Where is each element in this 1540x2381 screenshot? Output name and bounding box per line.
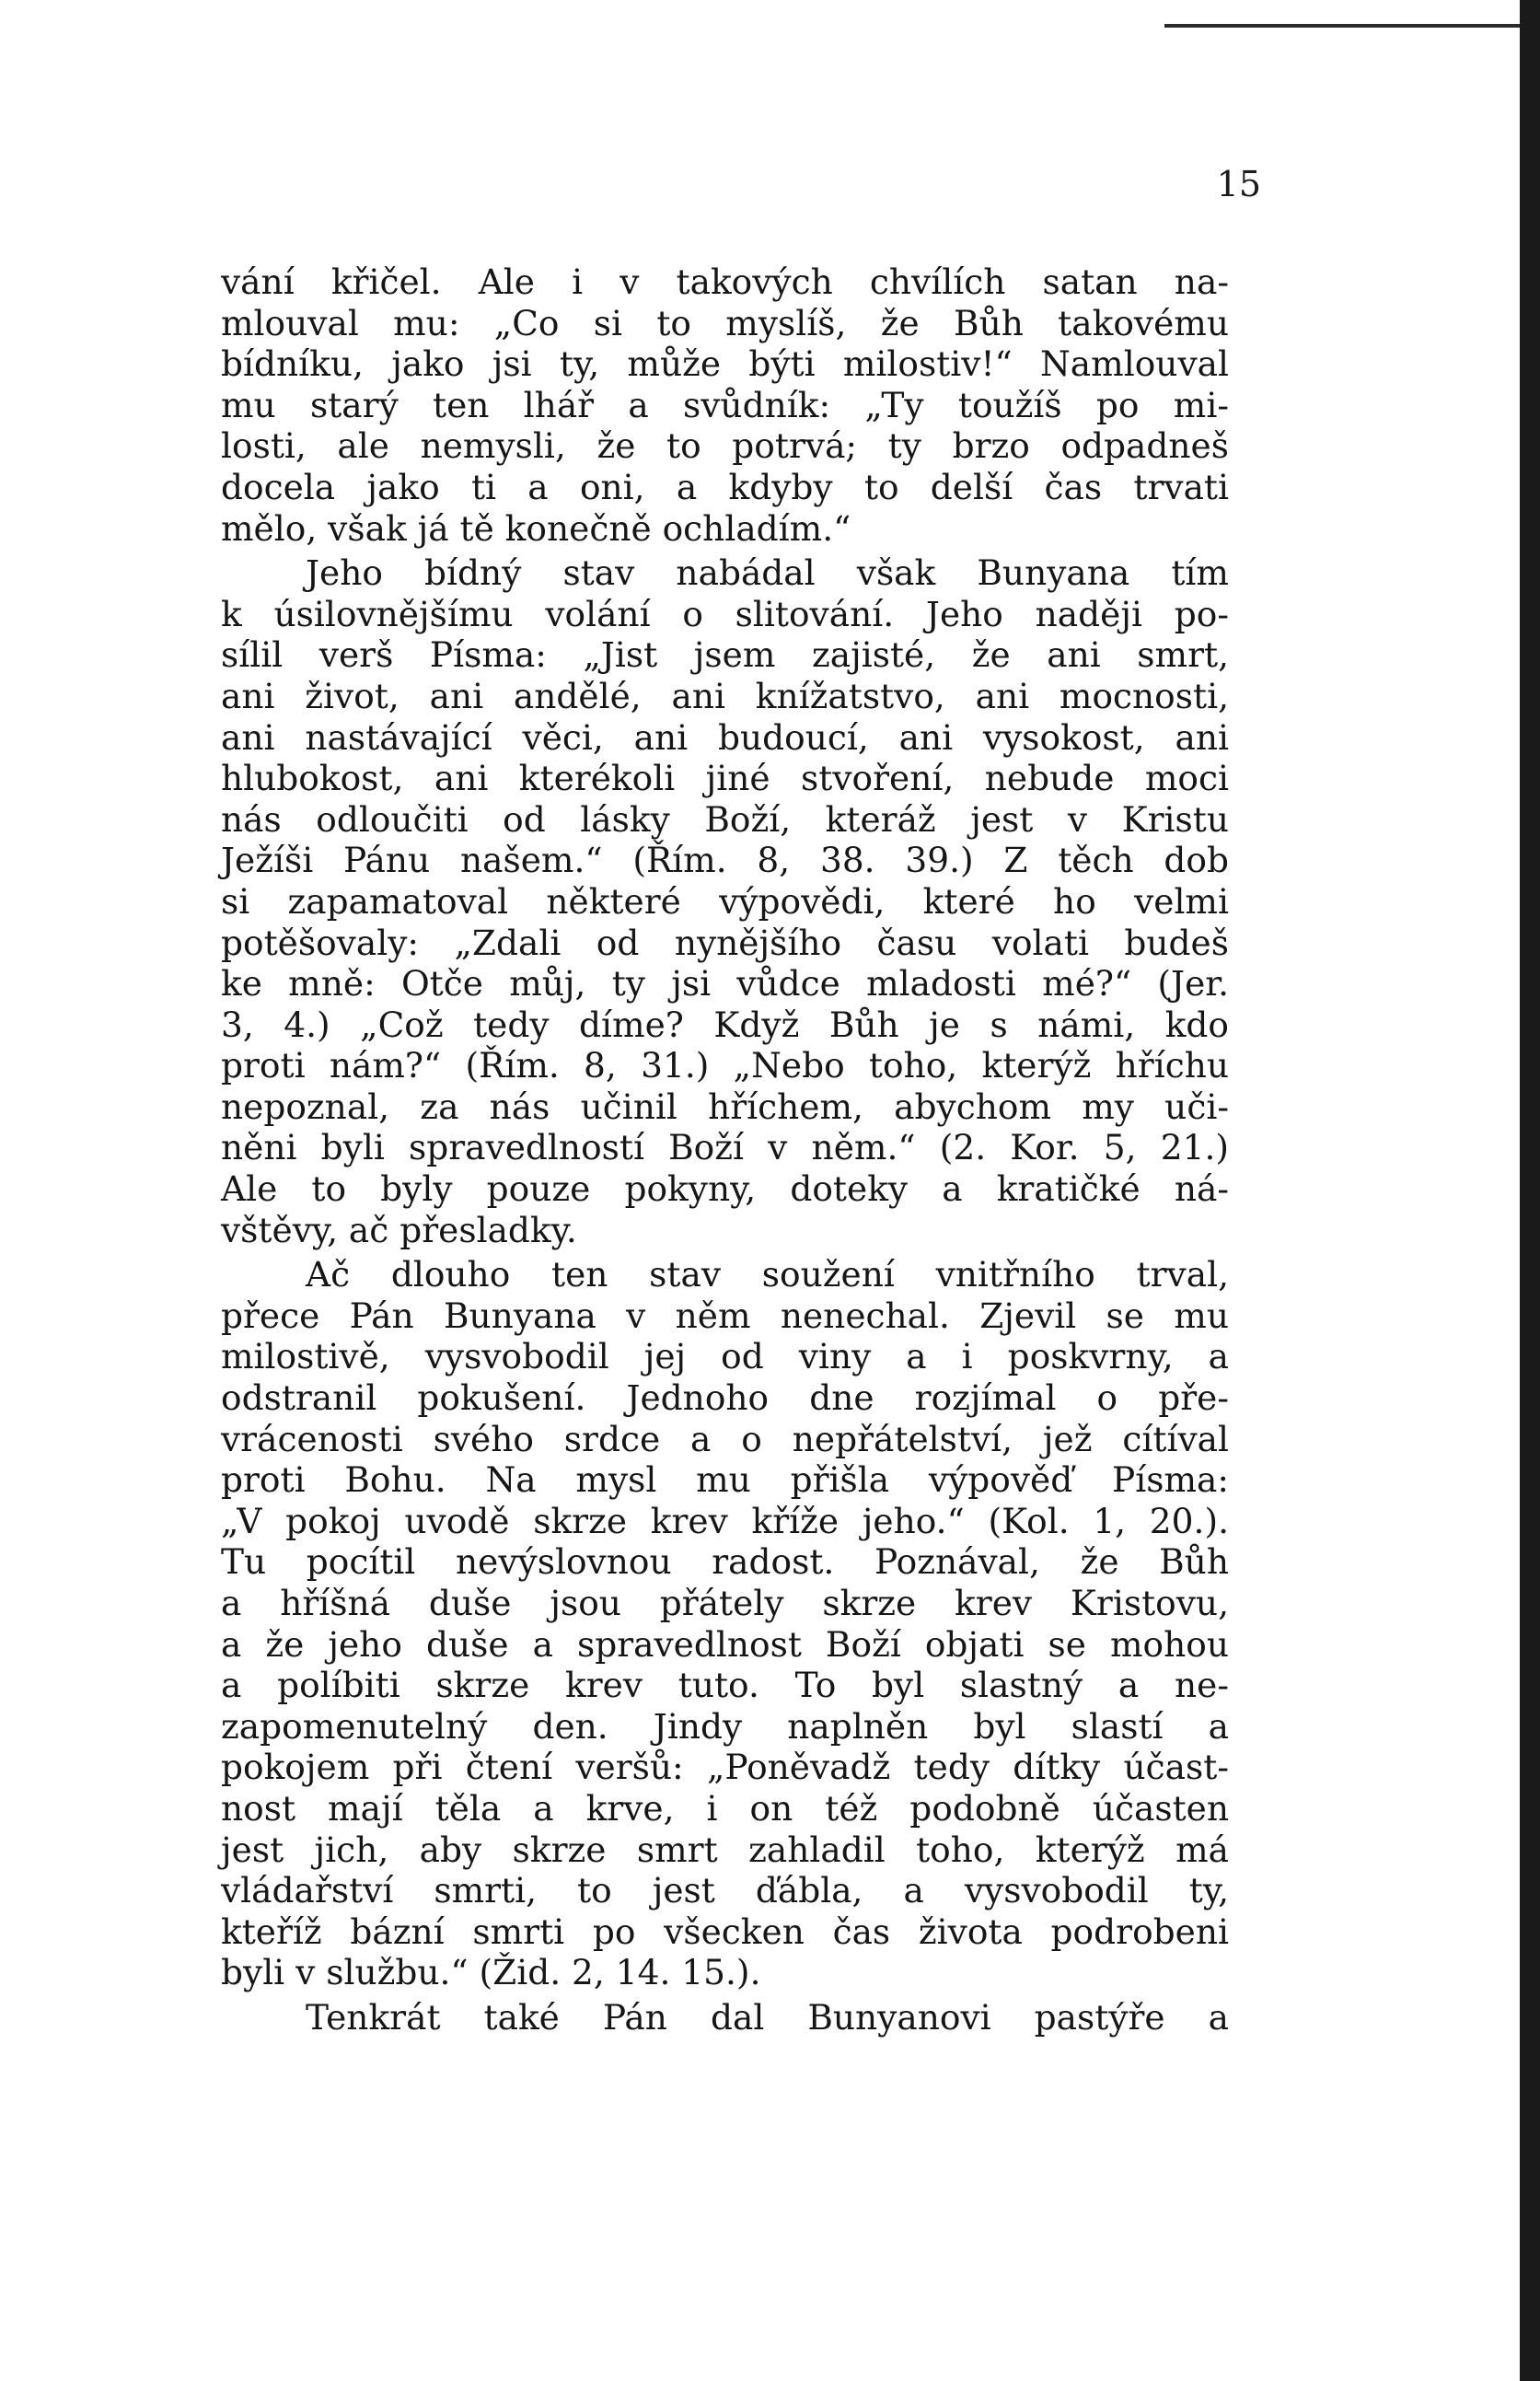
text-line: mělo, však já tě konečně ochladím.“ [221, 507, 851, 549]
text-line: „V pokoj uvodě skrze krev kříže jeho.“ (Kol. 1, 20.). [221, 1500, 1229, 1541]
page-number: 15 [1216, 164, 1261, 204]
text-line: něni byli spravedlností Boží v něm.“ (2. Kor. 5, 21.) [221, 1127, 1229, 1168]
text-line: Tu pocítil nevýslovnou radost. Poznával, že Bůh [221, 1541, 1229, 1583]
text-line: mu starý ten lhář a svůdník: „Ty toužíš po mi- [221, 384, 1229, 425]
text-line: Tenkrát také Pán dal Bunyanovi pastýře a [306, 1996, 1229, 2038]
text-line: pokojem při čtení veršů: „Poněvadž tedy dítky účast- [221, 1747, 1229, 1788]
text-line: docela jako ti a oni, a kdyby to delší čas trvati [221, 466, 1229, 507]
text-line: ani nastávající věci, ani budoucí, ani vysokost, ani [221, 716, 1229, 758]
text-line: ke mně: Otče můj, ty jsi vůdce mladosti mé?“ (Jer. [221, 963, 1229, 1005]
text-line: si zapamatoval některé výpovědi, které ho velmi [221, 880, 1229, 922]
text-line: odstranil pokušení. Jednoho dne rozjímal o pře- [221, 1377, 1229, 1419]
text-line: vštěvy, ač přesladky. [221, 1209, 577, 1250]
text-line: k úsilovnějšímu volání o slitování. Jeho naději po- [221, 593, 1229, 634]
text-line: nepoznal, za nás učinil hříchem, abychom my uči- [221, 1086, 1229, 1127]
paragraph [221, 261, 1229, 549]
text-line: hlubokost, ani kterékoli jiné stvoření, nebude moci [221, 758, 1229, 799]
paragraph [221, 1997, 1229, 2038]
text-line: zapomenutelný den. Jindy naplněn byl slastí a [221, 1705, 1229, 1747]
text-line: a políbiti skrze krev tuto. To byl slastný a ne- [221, 1665, 1229, 1706]
text-line: nost mají těla a krve, i on též podobně účasten [221, 1787, 1229, 1829]
text-line: a že jeho duše a spravedlnost Boží objati se mohou [221, 1623, 1229, 1665]
text-line: kteříž bázní smrti po všecken čas života podrobeni [221, 1911, 1229, 1952]
body-text [221, 261, 1229, 2038]
text-line: sílil verš Písma: „Jist jsem zajisté, že ani smrt, [221, 634, 1229, 676]
text-line: byli v službu.“ (Žid. 2, 14. 15.). [221, 1952, 761, 1993]
text-line: nás odloučiti od lásky Boží, kteráž jest v Kristu [221, 798, 1229, 840]
text-line: Ježíši Pánu našem.“ (Řím. 8, 38. 39.) Z těch dob [221, 840, 1229, 881]
text-line: ani život, ani andělé, ani knížatstvo, ani mocnosti, [221, 675, 1229, 716]
paragraph [221, 552, 1229, 1250]
text-line: mlouval mu: „Co si to myslíš, že Bůh takovému [221, 302, 1229, 343]
text-line: milostivě, vysvobodil jej od viny a i poskvrny, a [221, 1336, 1229, 1377]
text-line: Ale to byly pouze pokyny, doteky a kratičké ná- [221, 1168, 1229, 1210]
text-line: přece Pán Bunyana v něm nenechal. Zjevil se mu [221, 1295, 1229, 1336]
scan-border [1520, 0, 1540, 2381]
text-line: a hříšná duše jsou přátely skrze krev Kristovu, [221, 1583, 1229, 1623]
text-line: proti Bohu. Na mysl mu přišla výpověď Písma: [221, 1459, 1229, 1501]
text-line: vládařství smrti, to jest ďábla, a vysvobodil ty, [221, 1870, 1229, 1911]
text-line: jest jich, aby skrze smrt zahladil toho, kterýž má [221, 1829, 1229, 1870]
text-line: Ač dlouho ten stav soužení vnitřního trval, [306, 1254, 1229, 1295]
text-line: potěšovaly: „Zdali od nynějšího času volati budeš [221, 922, 1229, 963]
text-line: losti, ale nemysli, že to potrvá; ty brzo odpadneš [221, 425, 1229, 467]
text-line: vrácenosti svého srdce a o nepřátelství, jež cítíval [221, 1418, 1229, 1459]
text-line: bídníku, jako jsi ty, může býti milostiv!“ Namlouval [221, 343, 1229, 385]
text-line: proti nám?“ (Řím. 8, 31.) „Nebo toho, kterýž hříchu [221, 1045, 1229, 1086]
paragraph [221, 1254, 1229, 1993]
text-line: vání křičel. Ale i v takových chvílích satan na- [221, 261, 1229, 302]
text-line: Jeho bídný stav nabádal však Bunyana tím [306, 552, 1229, 594]
text-line: 3, 4.) „Což tedy díme? Když Bůh je s námi, kdo [221, 1004, 1229, 1045]
scan-edge-line [1164, 24, 1520, 28]
